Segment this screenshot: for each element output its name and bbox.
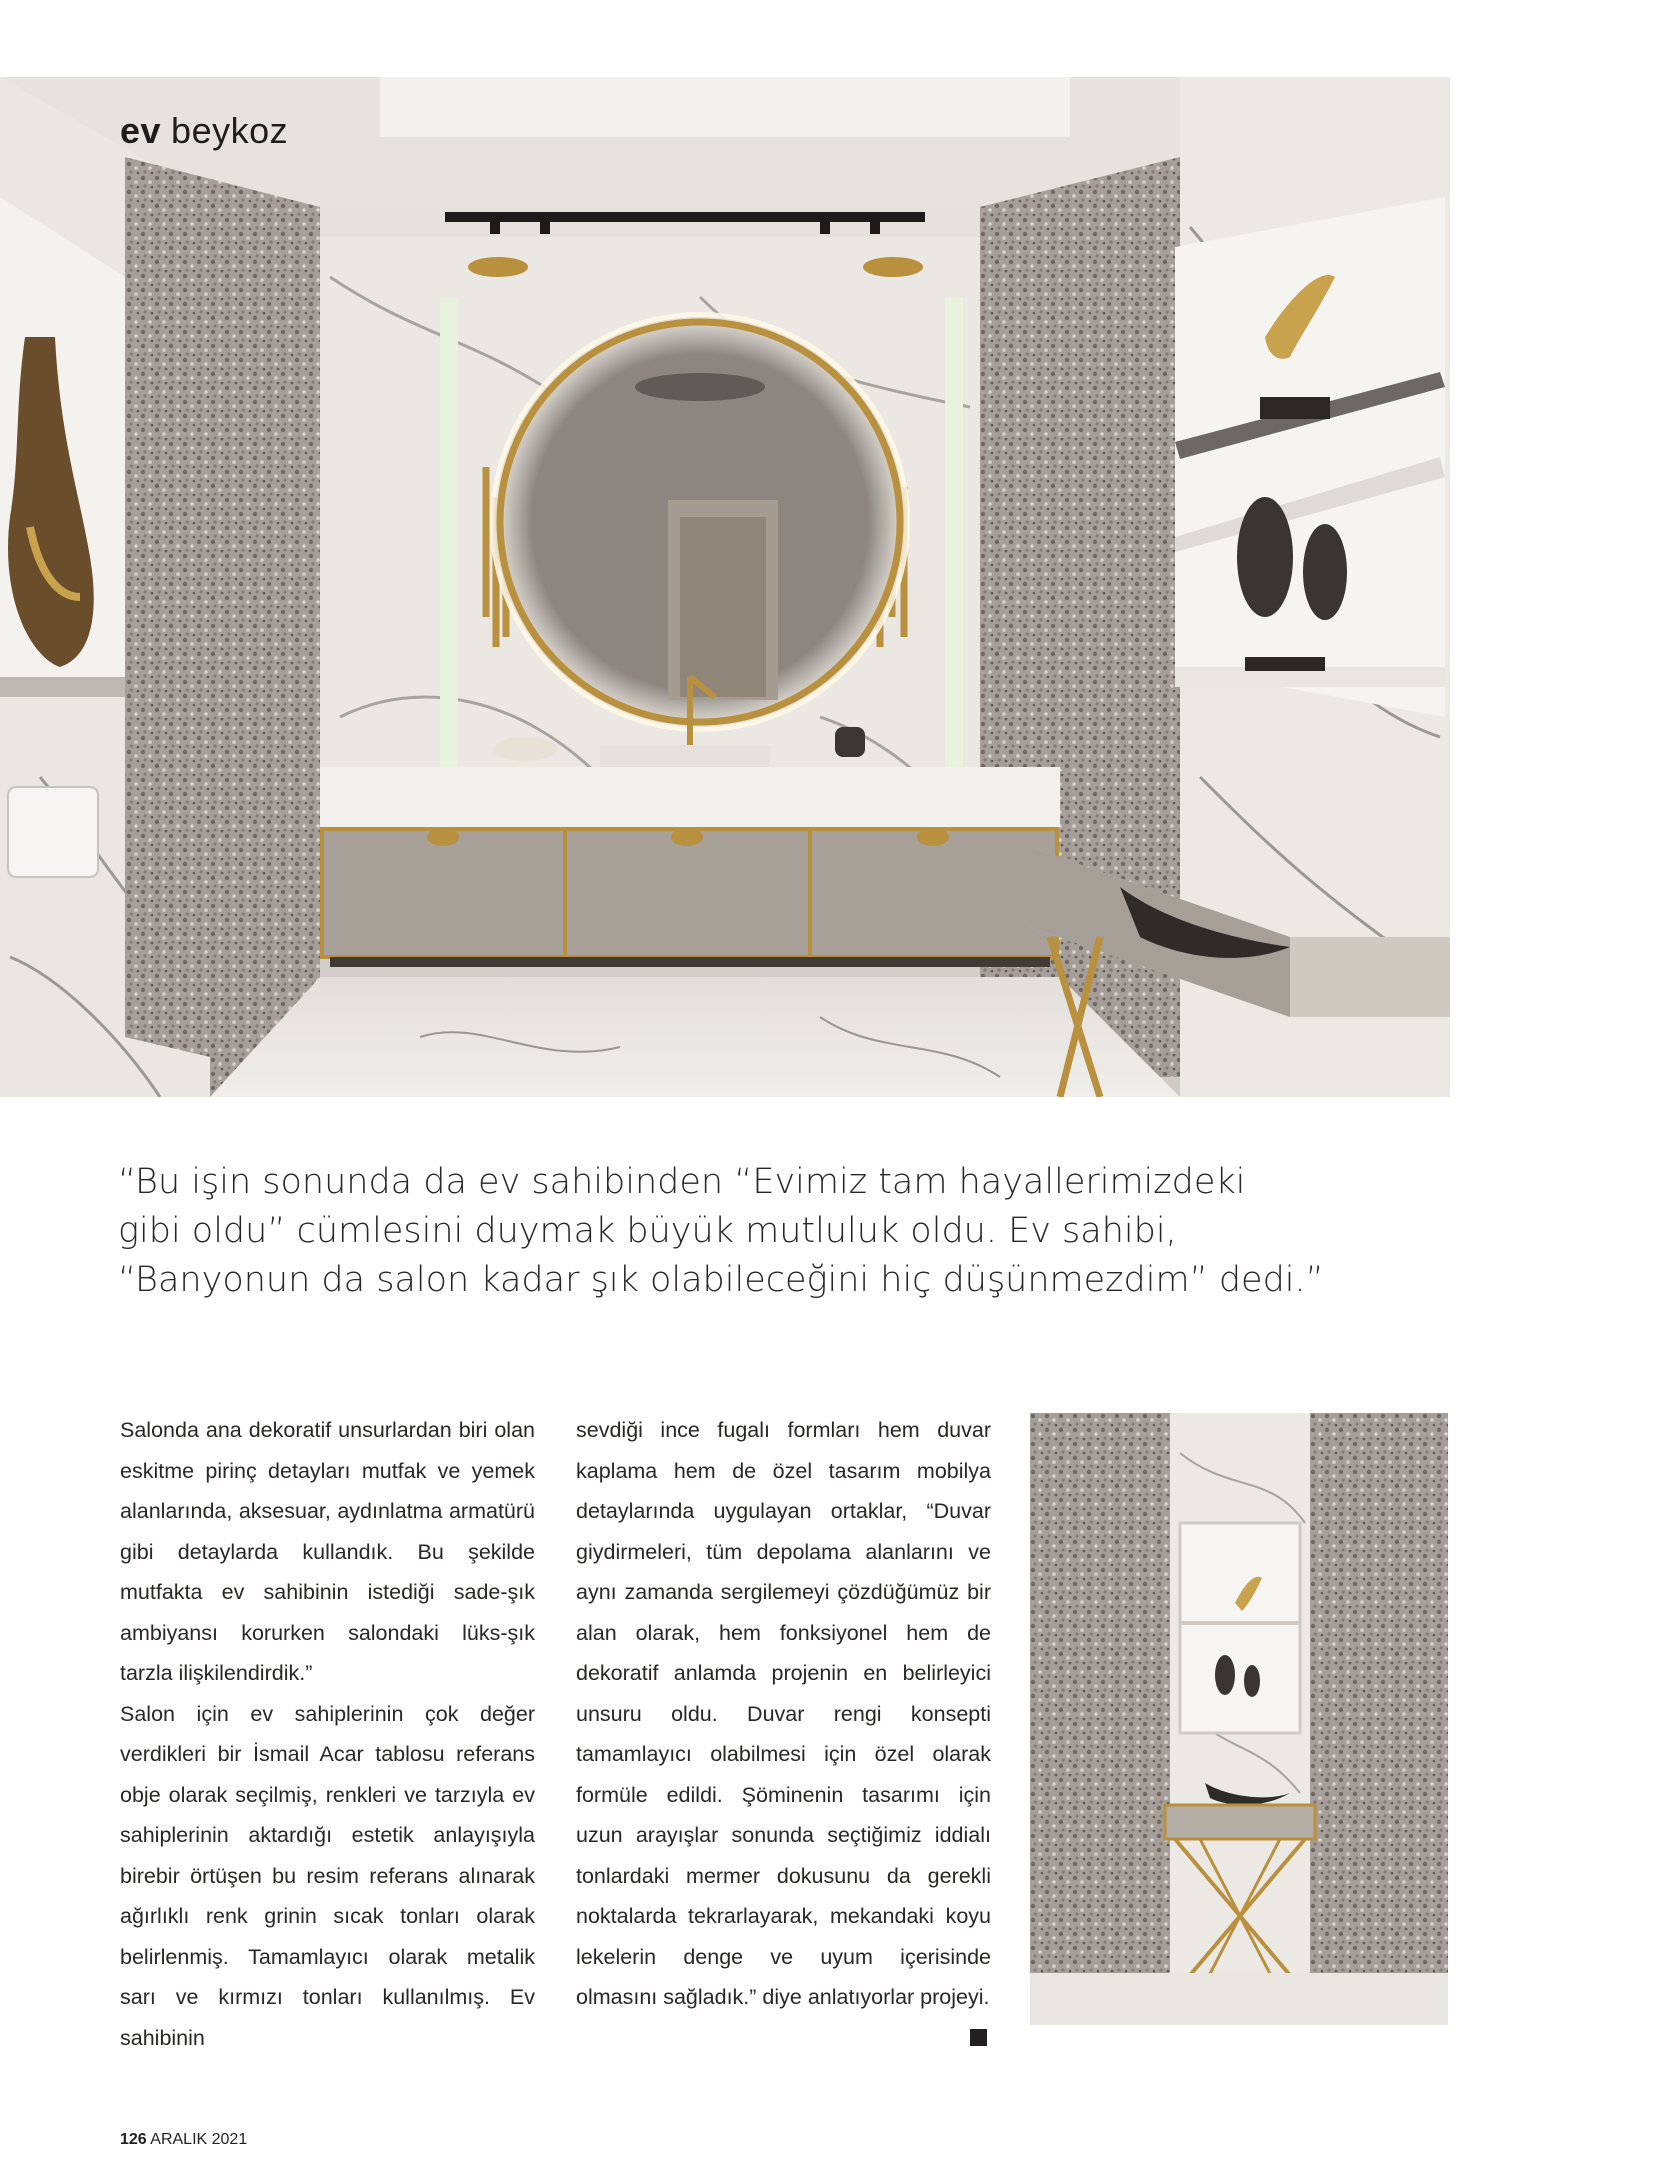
body-column-2 [576, 1410, 991, 2046]
section-tag-location: beykoz [171, 110, 289, 151]
section-tag-bold: ev [120, 110, 162, 151]
body-paragraph-text: sevdiği ince fugalı formları hem duvar kaplama hem de özel tasarım mobilya detaylarında uygulayan ortaklar, “Duvar giydirmeleri, tüm depolama alanlarını ve aynı zamanda sergilemeyi çözdüğümüz bir alan olarak, hem fonksiyonel hem de dekoratif anlamda projenin en belirleyici unsuru oldu. Duvar rengi konsepti tamamlayıcı olabilmesi için özel olarak formüle edildi. Şöminenin tasarımı için uzun arayışlar sonunda seçtiğimiz iddialı tonlardaki mermer dokusunu da gerekli noktalarda tekrarlayarak, mekandaki koyu lekelerin denge ve uyum içerisinde olmasını sağladık.” diye anlatıyorlar projeyi. [576, 1418, 991, 2009]
body-paragraph: Salon için ev sahiplerinin çok değer verdikleri bir İsmail Acar tablosu referans obje olarak seçilmiş, renkleri ve tarzıyla ev sahiplerinin aktardığı estetik anlayışıyla birebir örtüşen bu resim referans alınarak ağırlıklı renk grinin sıcak tonları olarak belirlenmiş. Tamamlayıcı olarak metalik sarı ve kırmızı tonları kullanılmış. Ev sahibinin [120, 1701, 535, 2050]
section-tag [120, 110, 288, 152]
end-mark-icon [970, 2029, 987, 2046]
pull-quote-line: “Bu işin sonunda da ev sahibinden “Evimiz tam hayallerimizdeki [118, 1162, 1246, 1202]
body-paragraph: Salonda ana dekoratif unsurlardan biri olan eskitme pirinç detayları mutfak ve yemek alanlarında, aksesuar, aydınlatma armatürü gibi detaylarda kullandık. Bu şekilde mutfakta ev sahibinin istediği sade-şık ambiyansı korurken salondaki lüks-şık tarzla ilişkilendirdik.” [120, 1418, 535, 1685]
issue-date: ARALIK 2021 [150, 2131, 248, 2148]
pull-quote-line: gibi oldu” cümlesini duymak büyük mutluluk oldu. Ev sahibi, [118, 1211, 1177, 1251]
body-column-1 [120, 1410, 535, 2058]
pull-quote [118, 1158, 1358, 1305]
hero-photo [0, 77, 1450, 1097]
page-number: 126 [120, 2131, 147, 2148]
body-paragraph [576, 1410, 991, 2018]
page-folio [120, 2131, 247, 2149]
pull-quote-line: “Banyonun da salon kadar şık olabileceğini hiç düşünmezdim” dedi.” [118, 1260, 1324, 1300]
secondary-photo [1030, 1413, 1448, 2025]
